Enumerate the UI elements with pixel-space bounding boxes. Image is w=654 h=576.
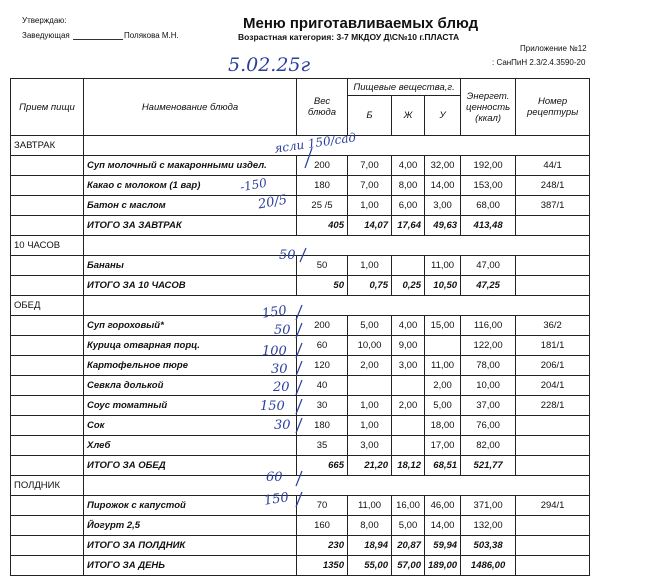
protein-cell: 21,20 [348, 456, 392, 476]
carbs-cell: 46,00 [425, 496, 461, 516]
stroke-8 [296, 399, 302, 414]
protein-cell: 18,94 [348, 536, 392, 556]
stroke-5 [296, 343, 302, 358]
recipe-cell: 206/1 [516, 356, 590, 376]
weight-cell: 200 [297, 156, 348, 176]
carbs-cell: 189,00 [425, 556, 461, 576]
weight-cell: 70 [297, 496, 348, 516]
carbs-cell: 14,00 [425, 176, 461, 196]
dish-name: Сок [84, 416, 297, 436]
carbs-cell: 2,00 [425, 376, 461, 396]
protein-cell: 11,00 [348, 496, 392, 516]
fat-cell: 18,12 [392, 456, 425, 476]
weight-cell: 180 [297, 176, 348, 196]
hw-sauce: 20 [273, 380, 290, 395]
carbs-cell: 32,00 [425, 156, 461, 176]
col-energy: Энергет. ценность (ккал) [461, 79, 516, 136]
energy-cell: 10,00 [461, 376, 516, 396]
stroke-7 [296, 380, 302, 395]
carbs-cell: 11,00 [425, 256, 461, 276]
col-recipe: Номер рецептуры [516, 79, 590, 136]
section-label: ПОЛДНИК [11, 476, 84, 496]
stroke-11 [296, 492, 302, 507]
energy-cell: 47,25 [461, 276, 516, 296]
fat-cell: 2,00 [392, 396, 425, 416]
stroke-4 [296, 323, 302, 338]
weight-cell: 180 [297, 416, 348, 436]
fat-cell: 4,00 [392, 316, 425, 336]
col-name: Наименование блюда [84, 79, 297, 136]
recipe-cell: 181/1 [516, 336, 590, 356]
hw-cocoa: -150 [238, 175, 268, 195]
hw-puree: 100 [262, 344, 287, 359]
hw-banana: 50 [279, 248, 296, 263]
hw-breakfast-soup: ясли 150/сад [273, 130, 357, 156]
carbs-cell: 11,00 [425, 356, 461, 376]
stroke-3 [296, 305, 302, 320]
energy-cell: 1486,00 [461, 556, 516, 576]
fat-cell: 0,25 [392, 276, 425, 296]
col-b: Б [348, 96, 392, 136]
weight-cell: 30 [297, 396, 348, 416]
weight-cell: 405 [297, 216, 348, 236]
dish-name: Батон с маслом [84, 196, 297, 216]
hw-pea-soup: 150 [261, 303, 288, 322]
total-name: ИТОГО ЗА ДЕНЬ [84, 556, 297, 576]
energy-cell: 371,00 [461, 496, 516, 516]
energy-cell: 132,00 [461, 516, 516, 536]
carbs-cell: 49,63 [425, 216, 461, 236]
weight-cell: 1350 [297, 556, 348, 576]
weight-cell: 40 [297, 376, 348, 396]
protein-cell: 1,00 [348, 396, 392, 416]
dish-name: Курица отварная порц. [84, 336, 297, 356]
protein-cell: 3,00 [348, 436, 392, 456]
fat-cell: 6,00 [392, 196, 425, 216]
approve-label: Утверждаю: [22, 16, 67, 25]
carbs-cell: 15,00 [425, 316, 461, 336]
energy-cell: 122,00 [461, 336, 516, 356]
total-name: ИТОГО ЗА ОБЕД [84, 456, 297, 476]
recipe-cell: 36/2 [516, 316, 590, 336]
energy-cell: 68,00 [461, 196, 516, 216]
fat-cell: 8,00 [392, 176, 425, 196]
fat-cell: 4,00 [392, 156, 425, 176]
fat-cell: 16,00 [392, 496, 425, 516]
weight-cell: 230 [297, 536, 348, 556]
weight-cell: 60 [297, 336, 348, 356]
recipe-cell: 387/1 [516, 196, 590, 216]
protein-cell: 5,00 [348, 316, 392, 336]
carbs-cell: 3,00 [425, 196, 461, 216]
weight-cell: 35 [297, 436, 348, 456]
protein-cell: 10,00 [348, 336, 392, 356]
recipe-cell: 228/1 [516, 396, 590, 416]
col-weight: Вес блюда [297, 79, 348, 136]
recipe-cell: 44/1 [516, 156, 590, 176]
page-subtitle: Возрастная категория: 3-7 МКДОУ Д\С№10 г.ПЛАСТА [238, 32, 460, 42]
energy-cell: 503,38 [461, 536, 516, 556]
dish-name: Бананы [84, 256, 297, 276]
protein-cell: 7,00 [348, 156, 392, 176]
energy-cell: 413,48 [461, 216, 516, 236]
protein-cell: 0,75 [348, 276, 392, 296]
dish-name: Хлеб [84, 436, 297, 456]
total-name: ИТОГО ЗА 10 ЧАСОВ [84, 276, 297, 296]
weight-cell: 25 /5 [297, 196, 348, 216]
handwritten-date: 5.02.25г [228, 54, 311, 76]
energy-cell: 82,00 [461, 436, 516, 456]
carbs-cell: 68,51 [425, 456, 461, 476]
recipe-cell: 294/1 [516, 496, 590, 516]
dish-name: Суп гороховый* [84, 316, 297, 336]
weight-cell: 665 [297, 456, 348, 476]
dish-name: Суп молочный с макаронными издел. [84, 156, 297, 176]
sanpin-label: : СанПиН 2.3/2.4.3590-20 [492, 58, 586, 67]
hw-bread-butter: 20/5 [256, 192, 289, 213]
weight-cell: 200 [297, 316, 348, 336]
weight-cell: 50 [297, 276, 348, 296]
carbs-cell: 10,50 [425, 276, 461, 296]
total-name: ИТОГО ЗА ПОЛДНИК [84, 536, 297, 556]
fat-cell: 57,00 [392, 556, 425, 576]
hw-chicken: 50 [274, 323, 291, 338]
protein-cell: 7,00 [348, 176, 392, 196]
page-title: Меню приготавливаемых блюд [243, 15, 479, 32]
stroke-6 [296, 361, 302, 376]
energy-cell: 76,00 [461, 416, 516, 436]
carbs-cell: 5,00 [425, 396, 461, 416]
fat-cell: 3,00 [392, 356, 425, 376]
section-label: 10 ЧАСОВ [11, 236, 84, 256]
dish-name: Какао с молоком (1 вар) [84, 176, 297, 196]
total-name: ИТОГО ЗА ЗАВТРАК [84, 216, 297, 236]
energy-cell: 78,00 [461, 356, 516, 376]
energy-cell: 192,00 [461, 156, 516, 176]
carbs-cell: 14,00 [425, 516, 461, 536]
head-label: Заведующая [22, 31, 70, 40]
recipe-cell: 204/1 [516, 376, 590, 396]
hw-juice: 150 [260, 399, 285, 414]
protein-cell: 1,00 [348, 256, 392, 276]
fat-cell: 20,87 [392, 536, 425, 556]
energy-cell: 47,00 [461, 256, 516, 276]
dish-name: Йогурт 2,5 [84, 516, 297, 536]
weight-cell: 160 [297, 516, 348, 536]
hw-yogurt: 150 [263, 490, 290, 509]
head-name: Полякова М.Н. [124, 31, 179, 40]
protein-cell: 8,00 [348, 516, 392, 536]
dish-name: Пирожок с капустой [84, 496, 297, 516]
protein-cell: 14,07 [348, 216, 392, 236]
dish-name: Севкла долькой [84, 376, 297, 396]
fat-cell: 17,64 [392, 216, 425, 236]
energy-cell: 116,00 [461, 316, 516, 336]
weight-cell: 50 [297, 256, 348, 276]
stroke-1 [305, 148, 312, 168]
hw-bread: 30 [274, 418, 291, 433]
fat-cell: 5,00 [392, 516, 425, 536]
stroke-10 [296, 471, 302, 486]
section-label: ОБЕД [11, 296, 84, 316]
hw-pie: 60 [266, 470, 283, 485]
dish-name: Соус томатный [84, 396, 297, 416]
stroke-2 [300, 248, 306, 262]
protein-cell: 1,00 [348, 416, 392, 436]
protein-cell: 55,00 [348, 556, 392, 576]
energy-cell: 37,00 [461, 396, 516, 416]
appendix-label: Приложение №12 [520, 44, 587, 53]
col-zh: Ж [392, 96, 425, 136]
weight-cell: 120 [297, 356, 348, 376]
dish-name: Картофельное пюре [84, 356, 297, 376]
carbs-cell: 59,94 [425, 536, 461, 556]
protein-cell: 1,00 [348, 196, 392, 216]
energy-cell: 153,00 [461, 176, 516, 196]
fat-cell: 9,00 [392, 336, 425, 356]
col-meal: Прием пищи [11, 79, 84, 136]
stroke-9 [296, 418, 302, 433]
carbs-cell: 18,00 [425, 416, 461, 436]
energy-cell: 521,77 [461, 456, 516, 476]
section-label: ЗАВТРАК [11, 136, 84, 156]
col-u: У [425, 96, 461, 136]
protein-cell: 2,00 [348, 356, 392, 376]
col-nutrients: Пищевые вещества,г. [348, 79, 461, 96]
recipe-cell: 248/1 [516, 176, 590, 196]
hw-beet: 30 [271, 362, 288, 377]
carbs-cell: 17,00 [425, 436, 461, 456]
